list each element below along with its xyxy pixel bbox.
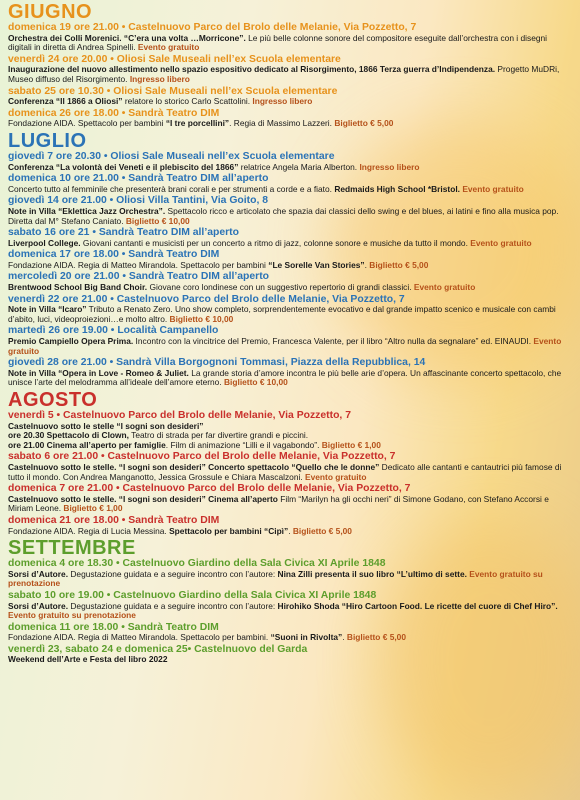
- event-description: Giovani cantanti e musicisti per un concerto a ritmo di jazz, colonne sonore e musiche da tutto il mondo.: [80, 237, 471, 248]
- price-tag: Evento gratuito: [462, 183, 524, 194]
- event-description: Castelnuovo sotto le stelle. “I sogni son desideri” Concerto spettacolo “Quello che le donne”: [8, 461, 380, 472]
- price-tag: Evento gratuito: [137, 42, 200, 53]
- event-item: [8, 86, 572, 107]
- event-date-location: domenica 21 ore 18.00 • Sandrà Teatro DIM: [8, 514, 220, 526]
- price-tag: Evento gratuito: [413, 282, 476, 293]
- event-item: [8, 451, 572, 482]
- event-date-location: domenica 17 ore 18.00 • Sandrà Teatro DIM: [8, 249, 220, 261]
- event-date-location: giovedì 14 ore 21.00 • Oliosi Villa Tantini, Via Goito, 8: [8, 195, 269, 207]
- event-item: [8, 22, 572, 53]
- event-item: [8, 54, 572, 85]
- event-description: Fondazione AIDA. Spettacolo per bambini: [8, 118, 166, 129]
- event-description: Progetto MuDRi, Museo diffuso del Risorgimento.: [8, 64, 560, 84]
- event-description: Spettacolo ricco e articolato che spazia dai classici dello swing e del blues, ai latini e fino alla musica pop. Diretta dal M° Stefano Caniato.: [8, 205, 559, 226]
- month-heading: GIUGNO: [8, 1, 93, 23]
- event-date-location: domenica 26 ore 18.00 • Sandrà Teatro DIM: [8, 107, 220, 119]
- price-tag: Biglietto € 1,00: [321, 439, 381, 450]
- event-date-location: domenica 4 ore 18.30 • Castelnuovo Giardino della Sala Civica XI Aprile 1848: [8, 558, 386, 570]
- event-description: Redmaids High School *Bristol.: [334, 183, 460, 194]
- event-description: Degustazione guidata e a seguire incontro con l’autore:: [68, 568, 278, 579]
- event-item: [8, 644, 572, 665]
- event-description: Inaugurazione del nuovo allestimento nello spazio espositivo dedicato al Risorgimento, 1866 Terza guerra d’Indipendenza.: [8, 64, 496, 75]
- event-description: Conferenza “La volontà dei Veneti e il plebiscito del 1866”: [8, 161, 239, 172]
- price-tag: Ingresso libero: [129, 73, 190, 84]
- event-description: Conferenza “Il 1866 a Oliosi”: [8, 96, 123, 107]
- event-item: [8, 357, 572, 388]
- event-item: [8, 558, 572, 589]
- event-description: Note in Villa “Opera in Love - Romeo & Juliet.: [8, 367, 189, 378]
- month-section-settembre: [8, 538, 572, 665]
- price-tag: Evento gratuito su prenotazione: [8, 568, 543, 589]
- event-description: Note in Villa “Icaro”: [8, 304, 87, 315]
- event-item: [8, 271, 572, 292]
- event-item: [8, 151, 572, 172]
- event-description: relatore lo storico Carlo Scattolini.: [122, 96, 253, 107]
- event-description: ore 20.30 Spettacolo di Clown,: [8, 430, 129, 441]
- price-tag: Biglietto € 10,00: [224, 377, 288, 388]
- event-description: “Suoni in Rivolta”: [270, 632, 343, 643]
- price-tag: Evento gratuito su prenotazione: [8, 610, 136, 621]
- event-description: Liverpool College.: [8, 237, 81, 248]
- event-description: .: [364, 259, 370, 270]
- event-date-location: sabato 25 ore 10.30 • Oliosi Sale Museali nell’ex Scuola elementare: [8, 85, 338, 97]
- event-description: Fondazione AIDA. Regia di Matteo Mirandola. Spettacolo per bambini.: [8, 632, 271, 643]
- event-description: Concerto tutto al femminile che presenterà brani corali e per strumenti a corde e a fiato.: [8, 183, 335, 194]
- month-heading: AGOSTO: [8, 389, 98, 411]
- event-description: Brentwood School Big Band Choir.: [8, 282, 148, 293]
- price-tag: Biglietto € 5,00: [292, 525, 352, 536]
- event-description: Premio Campiello Opera Prima.: [8, 336, 134, 347]
- event-description: ore 21.00 Cinema all’aperto per famiglie: [8, 439, 166, 450]
- event-date-location: domenica 10 ore 21.00 • Sandrà Teatro DIM all’aperto: [8, 173, 269, 185]
- event-description: Spettacolo per bambini “Cipì”: [169, 525, 289, 536]
- event-date-location: venerdì 23, sabato 24 e domenica 25• Castelnuovo del Garda: [8, 643, 308, 655]
- event-date-location: domenica 11 ore 18.00 • Sandrà Teatro DIM: [8, 621, 219, 633]
- price-tag: Evento gratuito: [8, 336, 562, 356]
- event-item: [8, 483, 572, 514]
- event-description: Sorsi d’Autore.: [8, 600, 69, 611]
- event-description: Note in Villa “Eklettica Jazz Orchestra”.: [8, 205, 166, 216]
- event-description: Film “Marilyn ha gli occhi neri” di Simone Godano, con Stefano Accorsi e Miriam Leone.: [8, 493, 549, 514]
- event-item: [8, 108, 572, 129]
- event-description: Sorsi d’Autore.: [8, 568, 69, 579]
- event-item: [8, 173, 572, 194]
- event-description: Castelnuovo sotto le stelle “I sogni son desideri”: [8, 420, 204, 431]
- price-tag: Biglietto € 5,00: [369, 259, 429, 270]
- price-tag: Evento gratuito: [470, 237, 532, 248]
- price-tag: Biglietto € 5,00: [334, 118, 394, 129]
- event-item: [8, 249, 572, 270]
- event-date-location: venerdì 24 ore 20.00 • Oliosi Sale Museali nell’ex Scuola elementare: [8, 53, 341, 65]
- event-item: [8, 227, 572, 248]
- event-date-location: sabato 10 ore 19.00 • Castelnuovo Giardino della Sala Civica XI Aprile 1848: [8, 589, 377, 601]
- event-date-location: venerdì 22 ore 21.00 • Castelnuovo Parco del Brolo delle Melanie, Via Pozzetto, 7: [8, 293, 405, 305]
- event-description: Castelnuovo sotto le stelle. “I sogni son desideri” Cinema all’aperto: [8, 493, 278, 504]
- event-item: [8, 515, 572, 536]
- event-item: [8, 410, 572, 450]
- event-description: . Regia di Massimo Lazzeri.: [229, 118, 335, 129]
- event-description: relatrice Angela Maria Alberton.: [238, 161, 360, 172]
- event-description: . Film di animazione “Lilli e il vagabondo”.: [165, 439, 322, 450]
- event-date-location: venerdì 5 • Castelnuovo Parco del Brolo delle Melanie, Via Pozzetto, 7: [8, 410, 351, 421]
- event-description: Fondazione AIDA. Regia di Matteo Mirandola. Spettacolo per bambini: [8, 259, 269, 270]
- event-description: Weekend dell’Arte e Festa del libro 2022: [8, 654, 168, 665]
- event-date-location: domenica 19 ore 21.00 • Castelnuovo Parco del Brolo delle Melanie, Via Pozzetto, 7: [8, 22, 417, 33]
- event-date-location: domenica 7 ore 21.00 • Castelnuovo Parco del Brolo delle Melanie, Via Pozzetto, 7: [8, 483, 411, 495]
- price-tag: Biglietto € 1,00: [63, 503, 123, 514]
- event-date-location: sabato 16 ore 21 • Sandrà Teatro DIM all’aperto: [8, 227, 239, 239]
- price-tag: Ingresso libero: [252, 96, 313, 107]
- month-section-luglio: [8, 131, 572, 388]
- event-item: [8, 195, 572, 226]
- event-description: Hirohiko Shoda “Hiro Cartoon Food. Le ricette del cuore di Chef Hiro”.: [277, 600, 558, 611]
- event-description: “I tre porcellini”: [165, 118, 230, 129]
- event-item: [8, 622, 572, 643]
- event-item: [8, 590, 572, 621]
- event-description: Incontro con la vincitrice del Premio, Francesca Valente, per il libro “Altro nulla da segnalare” ed. EINAUDI.: [133, 336, 534, 347]
- price-tag: Evento gratuito: [305, 471, 367, 482]
- month-section-agosto: [8, 390, 572, 536]
- event-description: .: [342, 632, 347, 643]
- month-section-giugno: [8, 2, 572, 129]
- event-date-location: giovedì 28 ore 21.00 • Sandrà Villa Borgognoni Tommasi, Piazza della Repubblica, 14: [8, 357, 426, 369]
- event-description: Dedicato alle cantanti e cantautrici più famose di tutto il mondo. Con Andrea Manganotto, Jessica Grossule e Chiara Mascalzoni.: [8, 461, 562, 482]
- price-tag: Biglietto € 5,00: [346, 632, 406, 643]
- event-description: Fondazione AIDA. Regia di Lucia Messina.: [8, 525, 170, 536]
- event-description: Le più belle colonne sonore del compositore eseguite dall’orchestra con i disegni digitali in diretta di Andrea Spinelli.: [8, 32, 548, 53]
- event-item: [8, 325, 572, 356]
- event-description: Tributo a Renato Zero. Uno show completo, sorprendentemente evocativo e dal grande impatto scenico e musicale con cambi d’abito, luci, videoproiezioni…e molto altro.: [8, 304, 556, 324]
- price-tag: Biglietto € 10,00: [125, 215, 190, 226]
- event-date-location: giovedì 7 ore 20.30 • Oliosi Sale Museali nell’ex Scuola elementare: [8, 150, 335, 162]
- price-tag: Biglietto € 10,00: [169, 313, 234, 324]
- month-heading: SETTEMBRE: [8, 537, 136, 560]
- event-date-location: martedì 26 ore 19.00 • Località Campanello: [8, 325, 219, 337]
- event-description: Giovane coro londinese con un suggestivo repertorio di grandi classici.: [147, 282, 414, 293]
- event-description: La grande storia d’amore incontra le più belle arie d’opera. Un affascinante concerto spettacolo, che unisce l’arte del melodramma all’ideale dell’amore eterno.: [8, 367, 562, 388]
- event-date-location: mercoledì 20 ore 21.00 • Sandrà Teatro DIM all’aperto: [8, 271, 269, 283]
- event-description: Orchestra dei Colli Morenici. “C’era una volta …Morricone”.: [8, 32, 246, 43]
- month-heading: LUGLIO: [8, 129, 87, 152]
- event-item: [8, 294, 572, 325]
- event-description: .: [288, 525, 293, 536]
- event-description: “Le Sorelle Van Stories”: [268, 259, 365, 270]
- event-description: Nina Zilli presenta il suo libro “L’ultimo di sette.: [277, 568, 467, 579]
- event-description: Teatro di strada per far divertire grandi e piccini.: [129, 430, 309, 441]
- event-date-location: sabato 6 ore 21.00 • Castelnuovo Parco del Brolo delle Melanie, Via Pozzetto, 7: [8, 451, 396, 463]
- price-tag: Ingresso libero: [359, 161, 420, 172]
- event-description: Degustazione guidata e a seguire incontro con l’autore:: [68, 600, 278, 611]
